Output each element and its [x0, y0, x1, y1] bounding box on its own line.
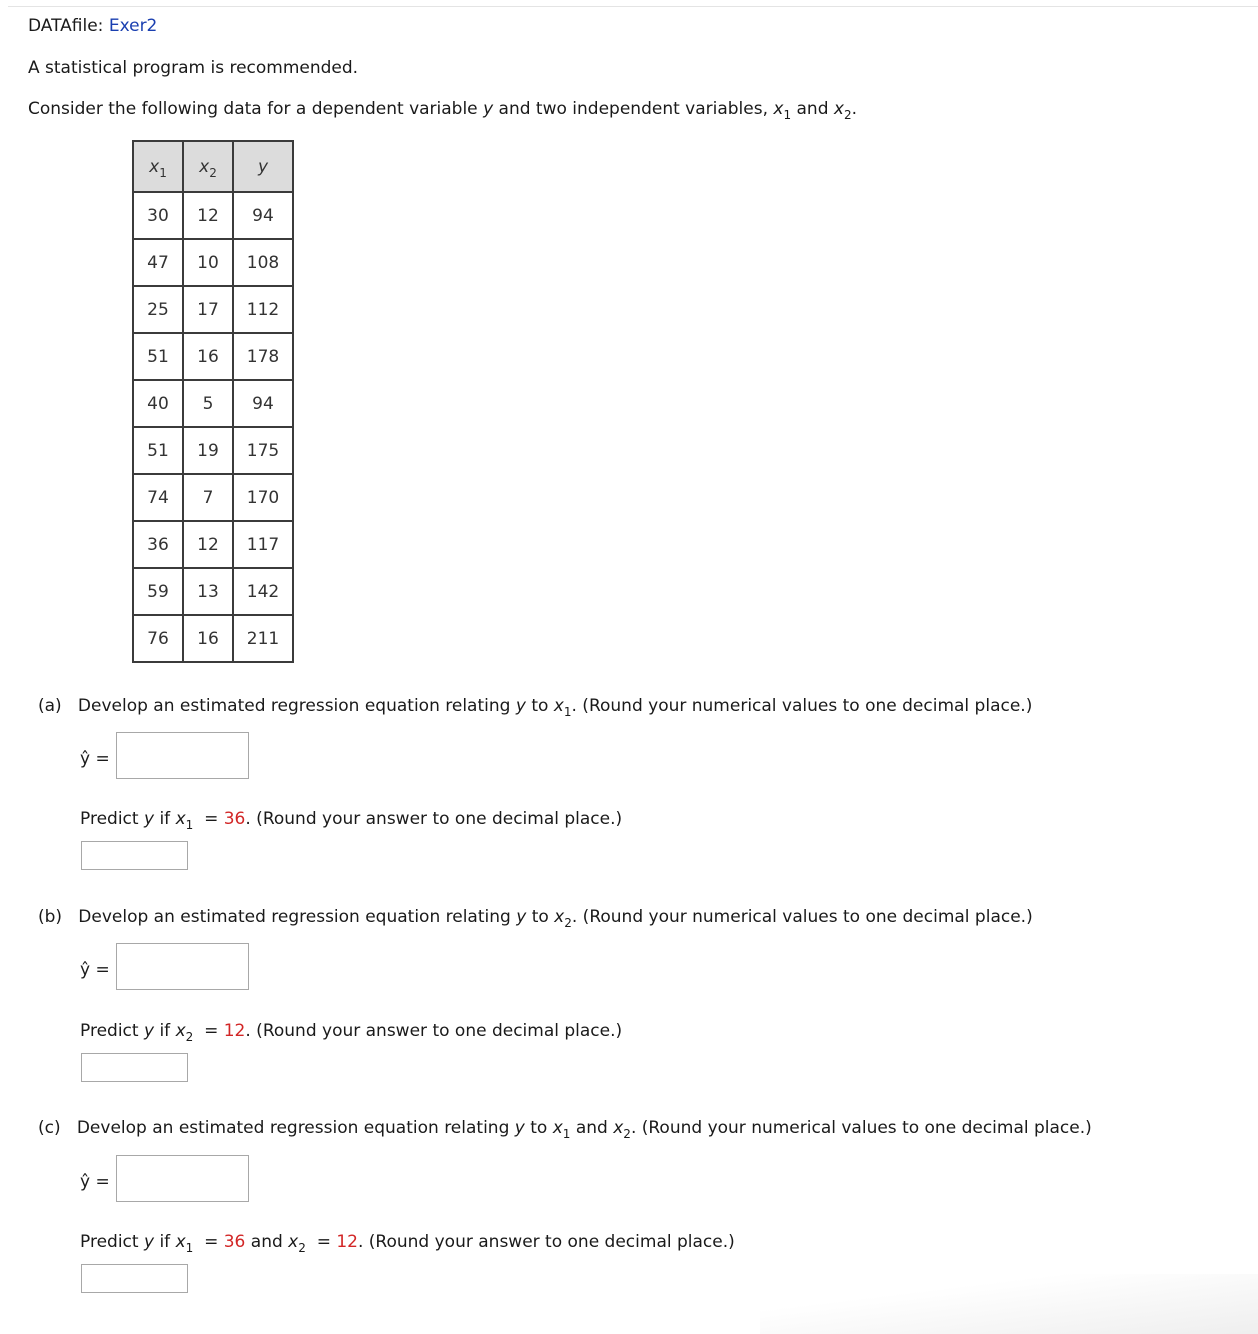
intro-text-mid: and two independent variables, — [498, 99, 768, 119]
header-y: y — [233, 141, 293, 192]
predict-end: . (Round your answer to one decimal place.) — [357, 1232, 735, 1252]
part-a-predict — [80, 809, 623, 832]
equals: = — [204, 1021, 219, 1041]
q-end: . (Round your numerical values to one decimal place.) — [571, 696, 1033, 716]
table-row — [133, 380, 293, 427]
part-b-question — [38, 907, 1033, 930]
predict-text: Predict — [80, 809, 139, 829]
table-row — [133, 474, 293, 521]
datafile-label: DATAfile: — [28, 16, 104, 36]
table-row — [133, 239, 293, 286]
prediction-input-a[interactable] — [81, 841, 188, 870]
part-b-label: (b) — [38, 907, 63, 927]
header-x2: $x_2$ — [183, 141, 233, 192]
var-y: y — [515, 696, 526, 716]
var-x1: x — [175, 1232, 186, 1252]
cell-y: 178 — [233, 333, 293, 380]
datafile-link[interactable]: Exer2 — [108, 16, 158, 36]
cell-y: 94 — [233, 380, 293, 427]
bottom-shadow — [760, 1274, 1258, 1334]
value-x2: 12 — [223, 1021, 246, 1041]
cell-y: 170 — [233, 474, 293, 521]
datafile-line — [28, 16, 157, 36]
table-row — [133, 521, 293, 568]
equation-input-a[interactable] — [116, 732, 249, 779]
var-y: y — [143, 1021, 155, 1041]
cell-x1: 51 — [133, 333, 183, 380]
cell-x1: 25 — [133, 286, 183, 333]
var-y: y — [143, 809, 155, 829]
sub: 2 — [185, 1030, 194, 1044]
predict-end: . (Round your answer to one decimal place.) — [245, 1021, 623, 1041]
value-x1: 36 — [223, 809, 246, 829]
cell-x1: 51 — [133, 427, 183, 474]
cell-x2: 5 — [183, 380, 233, 427]
predict-if: if — [159, 809, 171, 829]
var-x: x — [175, 809, 186, 829]
cell-y: 94 — [233, 192, 293, 239]
part-a-label: (a) — [38, 696, 62, 716]
var-x: x — [175, 1021, 186, 1041]
predict-text: Predict — [80, 1021, 139, 1041]
table-row — [133, 615, 293, 662]
top-divider — [8, 6, 1258, 7]
sub: 1 — [185, 818, 194, 832]
sub-1: 1 — [562, 1127, 571, 1141]
part-a-question — [38, 696, 1033, 719]
q-end: . (Round your numerical values to one decimal place.) — [571, 907, 1033, 927]
cell-y: 108 — [233, 239, 293, 286]
sub: 2 — [564, 916, 572, 930]
sub-2: 2 — [623, 1127, 631, 1141]
var-x1: x — [773, 99, 784, 119]
recommend-text: A statistical program is recommended. — [28, 58, 359, 78]
cell-x1: 76 — [133, 615, 183, 662]
predict-text: Predict — [80, 1232, 139, 1252]
part-c-predict — [80, 1232, 735, 1255]
table-row — [133, 286, 293, 333]
sub-2: 2 — [298, 1241, 306, 1255]
cell-x2: 10 — [183, 239, 233, 286]
cell-x2: 16 — [183, 615, 233, 662]
part-c-label: (c) — [38, 1118, 61, 1138]
equals: = — [316, 1232, 331, 1252]
intro-text: Consider the following data for a dependent variable — [28, 99, 478, 119]
predict-end: . (Round your answer to one decimal place.) — [245, 809, 623, 829]
part-b-predict — [80, 1021, 623, 1044]
q-to: to — [531, 696, 549, 716]
yhat-label-c: ŷ = — [80, 1172, 110, 1192]
intro-sentence — [28, 99, 858, 122]
equals: = — [204, 1232, 219, 1252]
equals: = — [204, 809, 219, 829]
table-row — [133, 333, 293, 380]
q-end: . (Round your numerical values to one decimal place.) — [630, 1118, 1092, 1138]
cell-x2: 7 — [183, 474, 233, 521]
cell-x1: 74 — [133, 474, 183, 521]
table-row — [133, 192, 293, 239]
part-c-question — [38, 1118, 1092, 1141]
var-y: y — [514, 1118, 525, 1138]
cell-x2: 12 — [183, 192, 233, 239]
var-x: x — [553, 696, 564, 716]
intro-and: and — [796, 99, 829, 119]
var-y: y — [483, 99, 494, 119]
intro-period: . — [851, 99, 858, 119]
table-header-row — [133, 141, 293, 192]
cell-x2: 12 — [183, 521, 233, 568]
cell-y: 112 — [233, 286, 293, 333]
cell-x1: 47 — [133, 239, 183, 286]
var-x2: x — [833, 99, 844, 119]
cell-x2: 19 — [183, 427, 233, 474]
data-table — [132, 140, 294, 663]
q-text: Develop an estimated regression equation relating — [77, 696, 511, 716]
q-to: to — [530, 1118, 548, 1138]
cell-x2: 16 — [183, 333, 233, 380]
cell-x2: 17 — [183, 286, 233, 333]
cell-y: 175 — [233, 427, 293, 474]
value-x1: 36 — [223, 1232, 246, 1252]
q-and: and — [575, 1118, 608, 1138]
q-text: Develop an estimated regression equation relating — [78, 907, 511, 927]
sub: 1 — [563, 705, 572, 719]
q-to: to — [531, 907, 549, 927]
var-x1: x — [552, 1118, 563, 1138]
yhat-label-b: ŷ = — [80, 960, 110, 980]
yhat-label-a: ŷ = — [80, 749, 110, 769]
var-x2: x — [288, 1232, 299, 1252]
table-row — [133, 427, 293, 474]
value-x2: 12 — [336, 1232, 358, 1252]
cell-x2: 13 — [183, 568, 233, 615]
sub-2: 2 — [843, 108, 852, 122]
var-y: y — [516, 907, 527, 927]
equation-input-b[interactable] — [116, 943, 249, 990]
var-x2: x — [613, 1118, 624, 1138]
equation-input-c[interactable] — [116, 1155, 249, 1202]
predict-and: and — [250, 1232, 283, 1252]
predict-if: if — [159, 1021, 171, 1041]
sub-1: 1 — [783, 108, 792, 122]
var-x: x — [554, 907, 565, 927]
var-y: y — [143, 1232, 155, 1252]
cell-x1: 40 — [133, 380, 183, 427]
cell-y: 211 — [233, 615, 293, 662]
cell-y: 142 — [233, 568, 293, 615]
predict-if: if — [159, 1232, 171, 1252]
cell-x1: 36 — [133, 521, 183, 568]
prediction-input-b[interactable] — [81, 1053, 188, 1082]
cell-x1: 30 — [133, 192, 183, 239]
cell-x1: 59 — [133, 568, 183, 615]
cell-y: 117 — [233, 521, 293, 568]
prediction-input-c[interactable] — [81, 1264, 188, 1293]
table-row — [133, 568, 293, 615]
q-text: Develop an estimated regression equation relating — [76, 1118, 510, 1138]
header-x1: $x_1$ — [133, 141, 183, 192]
sub-1: 1 — [185, 1241, 194, 1255]
